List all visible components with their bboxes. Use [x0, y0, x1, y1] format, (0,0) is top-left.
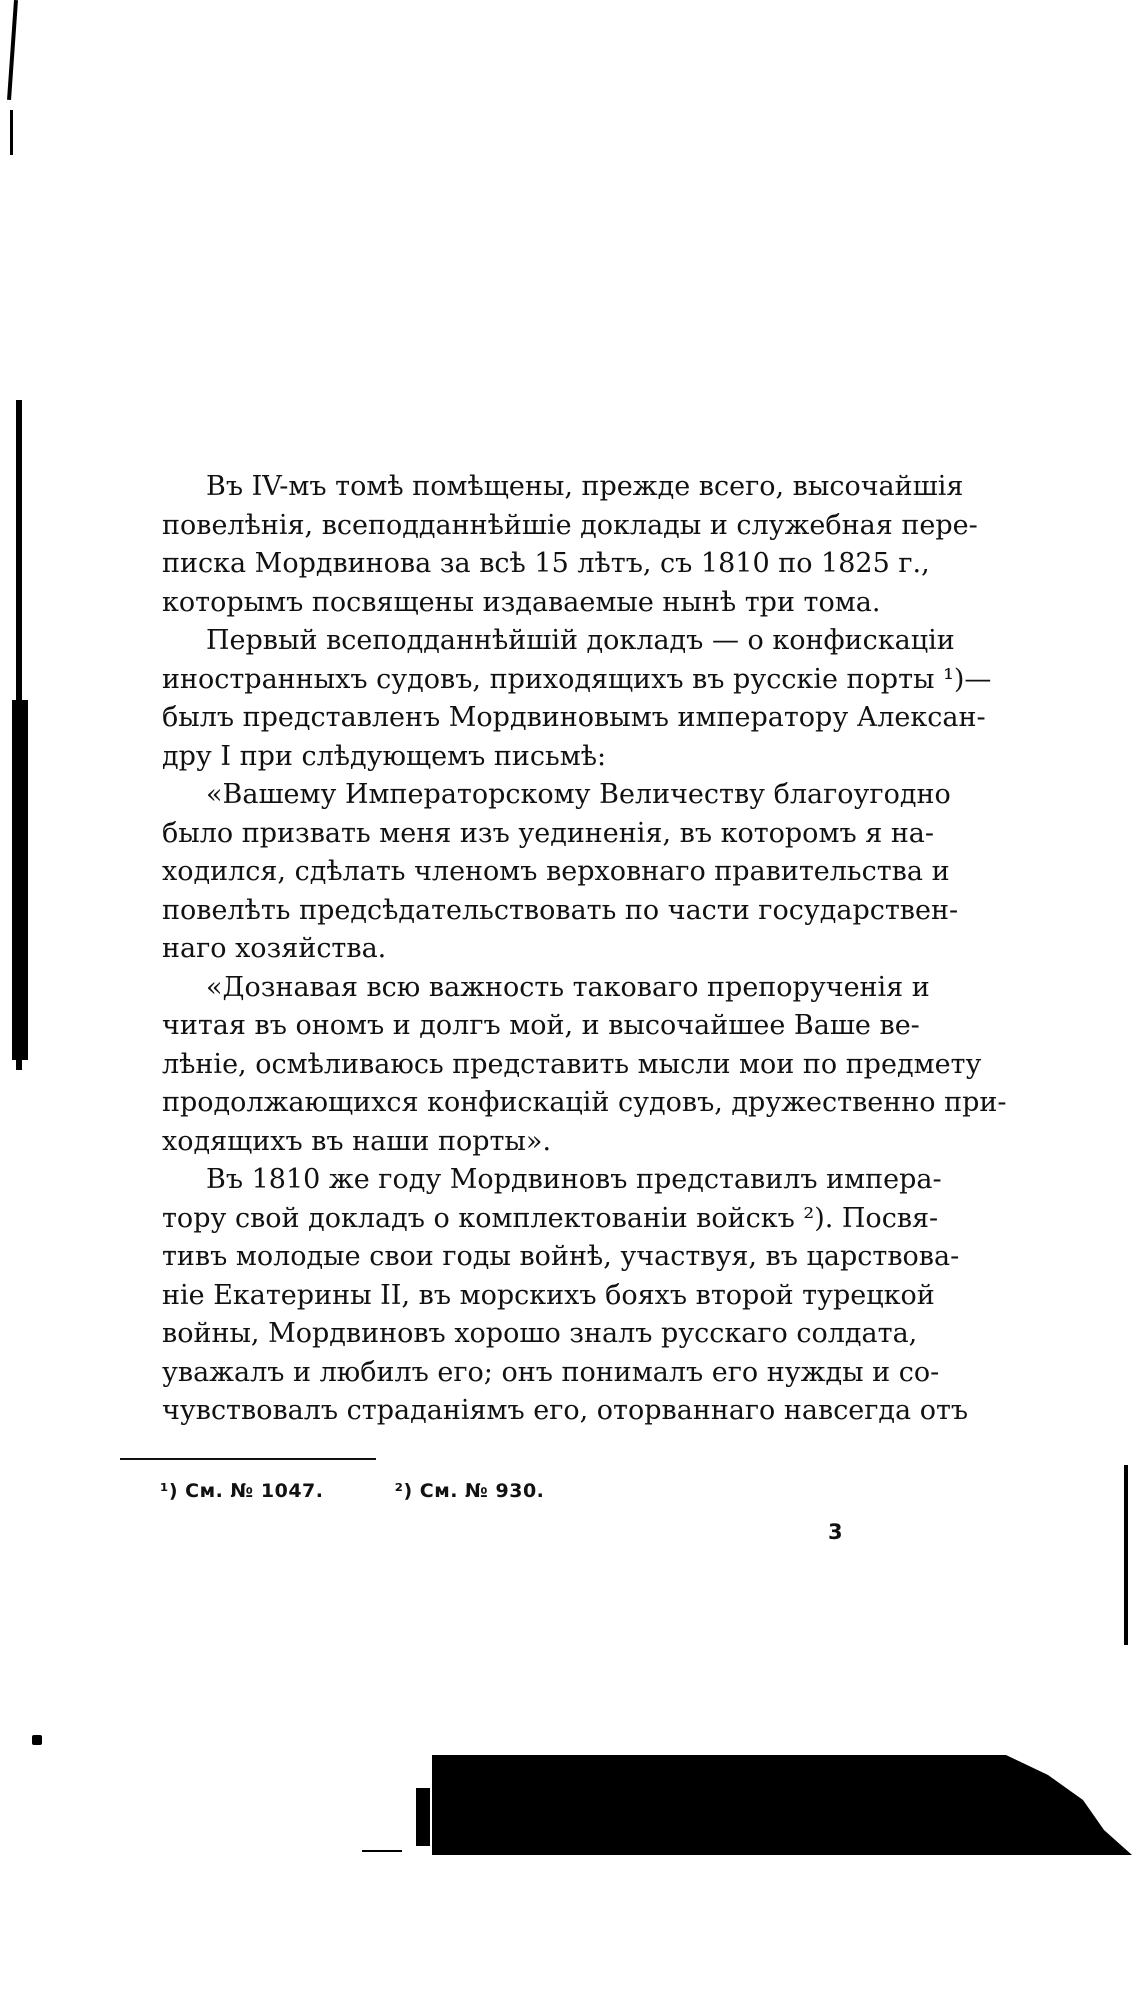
footnotes	[160, 1480, 544, 1502]
text-line: чувствовалъ страданіямъ его, оторваннаго навсегда отъ	[162, 1395, 969, 1426]
text-line: повелѣть предсѣдательствовать по части государствен-	[162, 894, 959, 926]
text-line: тивъ молодые свои годы войнѣ, участвуя, въ царствова-	[162, 1241, 960, 1272]
text-line: дру I при слѣдующемъ письмѣ:	[162, 740, 607, 772]
text-line: ніе Екатерины II, въ морскихъ бояхъ второй турецкой	[162, 1279, 935, 1311]
text-line: повелѣнія, всеподданнѣйшіе доклады и служебная пере-	[162, 509, 978, 541]
text-line: Въ IV-мъ томѣ помѣщены, прежде всего, высочайшія	[206, 471, 964, 502]
text-line: которымъ посвящены издаваемые нынѣ три тома.	[162, 586, 881, 618]
scan-right-edge-bar	[1124, 1465, 1128, 1645]
footnote-1: ¹) См. № 1047.	[160, 1480, 324, 1502]
paragraph-1	[162, 468, 978, 622]
text-line: ходящихъ въ наши порты».	[162, 1125, 552, 1157]
text-line: тору свой докладъ о комплектованіи войскъ ²). Посвя-	[162, 1202, 939, 1234]
text-line: иностранныхъ судовъ, приходящихъ въ русскіе порты ¹)—	[162, 663, 992, 695]
text-line: войны, Мордвиновъ хорошо зналъ русскаго солдата,	[162, 1318, 918, 1349]
text-line: Въ 1810 же году Мордвиновъ представилъ импера-	[206, 1164, 942, 1195]
footnote-separator	[120, 1458, 376, 1460]
scan-bottom-dots	[416, 1788, 430, 1846]
paragraph-4	[162, 969, 1007, 1162]
scan-bottom-black-block	[432, 1755, 1132, 1855]
footnote-2: ²) См. № 930.	[394, 1480, 545, 1502]
text-line: Первый всеподданнѣйшій докладъ — о конфискаціи	[206, 625, 955, 656]
scan-small-mark	[32, 1735, 42, 1745]
text-line: ходился, сдѣлать членомъ верховнаго правительства и	[162, 856, 950, 887]
text-line: писка Мордвинова за всѣ 15 лѣтъ, съ 1810 по 1825 г.,	[162, 548, 930, 579]
page-number: 3	[828, 1520, 843, 1544]
paragraph-5	[162, 1161, 969, 1431]
scan-mark-top-secondary	[10, 110, 13, 155]
paragraph-3	[162, 776, 959, 969]
text-line: «Дознавая всю важность таковаго препорученія и	[206, 971, 930, 1003]
paragraph-2	[162, 622, 992, 776]
text-line: уважалъ и любилъ его; онъ понималъ его нужды и со-	[162, 1356, 940, 1388]
text-line: было призвать меня изъ уединенія, въ которомъ я на-	[162, 817, 935, 849]
scan-mark-top	[7, 0, 18, 100]
text-line: наго хозяйства.	[162, 933, 387, 964]
text-line: «Вашему Императорскому Величеству благоугодно	[206, 779, 951, 810]
text-line: былъ представленъ Мордвиновымъ императору Алексан-	[162, 702, 986, 733]
text-line: читая въ ономъ и долгъ мой, и высочайшее Ваше ве-	[162, 1010, 920, 1041]
scan-left-edge-shadow	[12, 700, 28, 1060]
scan-bottom-dash	[362, 1850, 402, 1852]
text-line: продолжающихся конфискацій судовъ, дружественно при-	[162, 1087, 1007, 1118]
body-text	[162, 468, 1007, 1431]
text-line: лѣніе, осмѣливаюсь представить мысли мои по предмету	[162, 1048, 982, 1080]
